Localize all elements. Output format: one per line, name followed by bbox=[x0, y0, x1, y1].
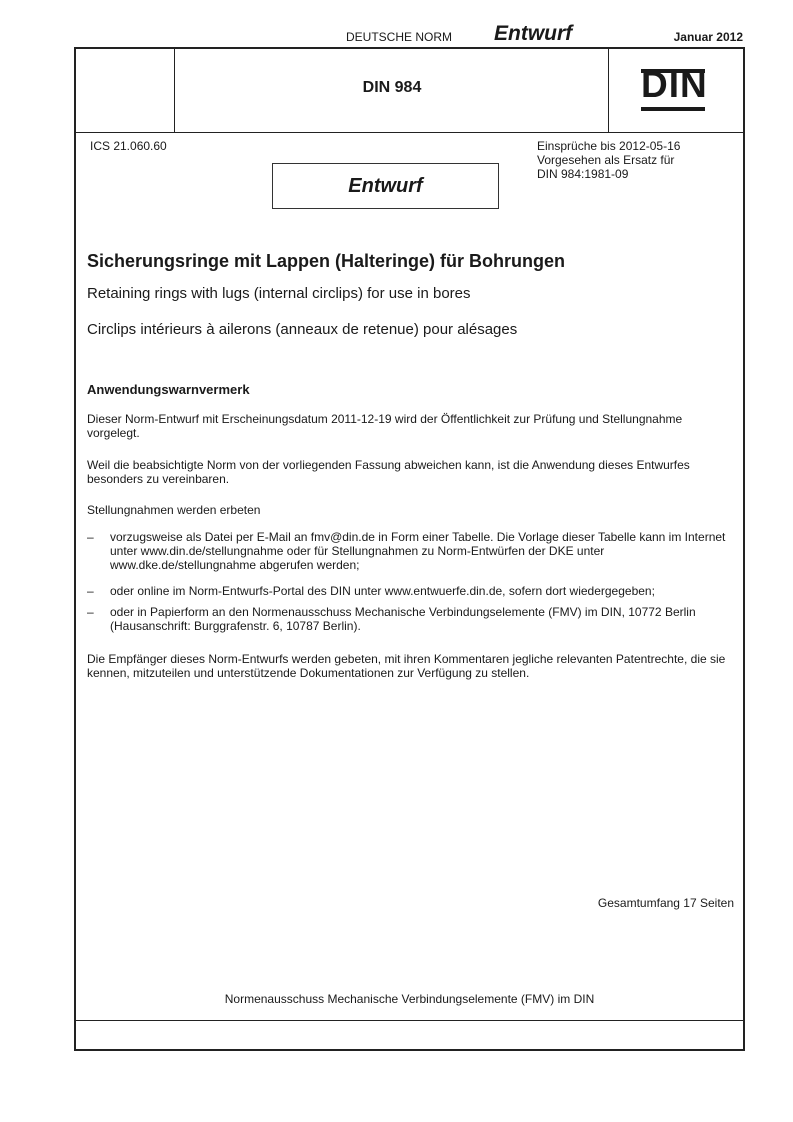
draft-label-box: Entwurf bbox=[272, 163, 499, 209]
notice-paragraph: Weil die beabsichtigte Norm von der vorliegenden Fassung abweichen kann, ist die Anwendung dieses Entwurfes besonders zu vereinbaren. bbox=[87, 458, 690, 486]
list-item-text: oder online im Norm-Entwurfs-Portal des DIN unter www.entwuerfe.din.de, sofern dort wiedergegeben; bbox=[110, 584, 655, 598]
divider bbox=[76, 1020, 743, 1021]
replacement-note: Vorgesehen als Ersatz für bbox=[537, 153, 675, 167]
draft-status-header: Entwurf bbox=[494, 22, 573, 45]
title-english: Retaining rings with lugs (internal circlips) for use in bores bbox=[87, 285, 471, 302]
list-dash: – bbox=[87, 530, 94, 544]
notice-paragraph: Stellungnahmen werden erbeten bbox=[87, 503, 261, 517]
divider bbox=[608, 49, 609, 132]
din-logo: DIN bbox=[641, 69, 705, 111]
objection-deadline: Einsprüche bis 2012-05-16 bbox=[537, 139, 681, 153]
list-dash: – bbox=[87, 605, 94, 619]
title-german: Sicherungsringe mit Lappen (Halteringe) für Bohrungen bbox=[87, 251, 566, 271]
notice-heading: Anwendungswarnvermerk bbox=[87, 382, 250, 397]
list-item-text: oder in Papierform an den Normenausschuss Mechanische Verbindungselemente (FMV) im DIN, 10772 Berlin (Hausanschrift: Burggrafenstr. 6, 10787 Berlin). bbox=[110, 605, 696, 633]
replaced-standard: DIN 984:1981-09 bbox=[537, 167, 629, 181]
list-item-text: vorzugsweise als Datei per E-Mail an fmv@din.de in Form einer Tabelle. Die Vorlage dieser Tabelle kann im Internet unter www.din.de/stellungnahme oder für Stellungnahmen zu Norm-Entwürfen der DKE unter www.dke.de/stellungnahme abgerufen werden; bbox=[110, 530, 726, 572]
objections-info bbox=[537, 139, 680, 181]
list-dash: – bbox=[87, 584, 94, 598]
notice-paragraph: Dieser Norm-Entwurf mit Erscheinungsdatum 2011-12-19 wird der Öffentlichkeit zur Prüfung und Stellungnahme vorgelegt. bbox=[87, 412, 683, 440]
list-item bbox=[87, 530, 737, 572]
list-item bbox=[87, 584, 737, 598]
divider bbox=[76, 132, 743, 133]
total-pages: Gesamtumfang 17 Seiten bbox=[597, 896, 734, 910]
list-item bbox=[87, 605, 737, 633]
notice-paragraph: Die Empfänger dieses Norm-Entwurfs werden gebeten, mit ihren Kommentaren jegliche relevanten Patentrechte, die sie kennen, mitzuteilen und unterstützende Dokumentationen zur Verfügung zu stellen. bbox=[87, 652, 726, 680]
title-french: Circlips intérieurs à ailerons (anneaux de retenue) pour alésages bbox=[87, 321, 518, 338]
publication-date: Januar 2012 bbox=[673, 30, 743, 44]
divider bbox=[174, 49, 175, 132]
standard-number: DIN 984 bbox=[362, 79, 422, 96]
document-frame bbox=[74, 47, 745, 1051]
committee-name: Normenausschuss Mechanische Verbindungselemente (FMV) im DIN bbox=[224, 992, 595, 1006]
ics-code: ICS 21.060.60 bbox=[90, 139, 167, 153]
document-kind: DEUTSCHE NORM bbox=[346, 30, 453, 44]
